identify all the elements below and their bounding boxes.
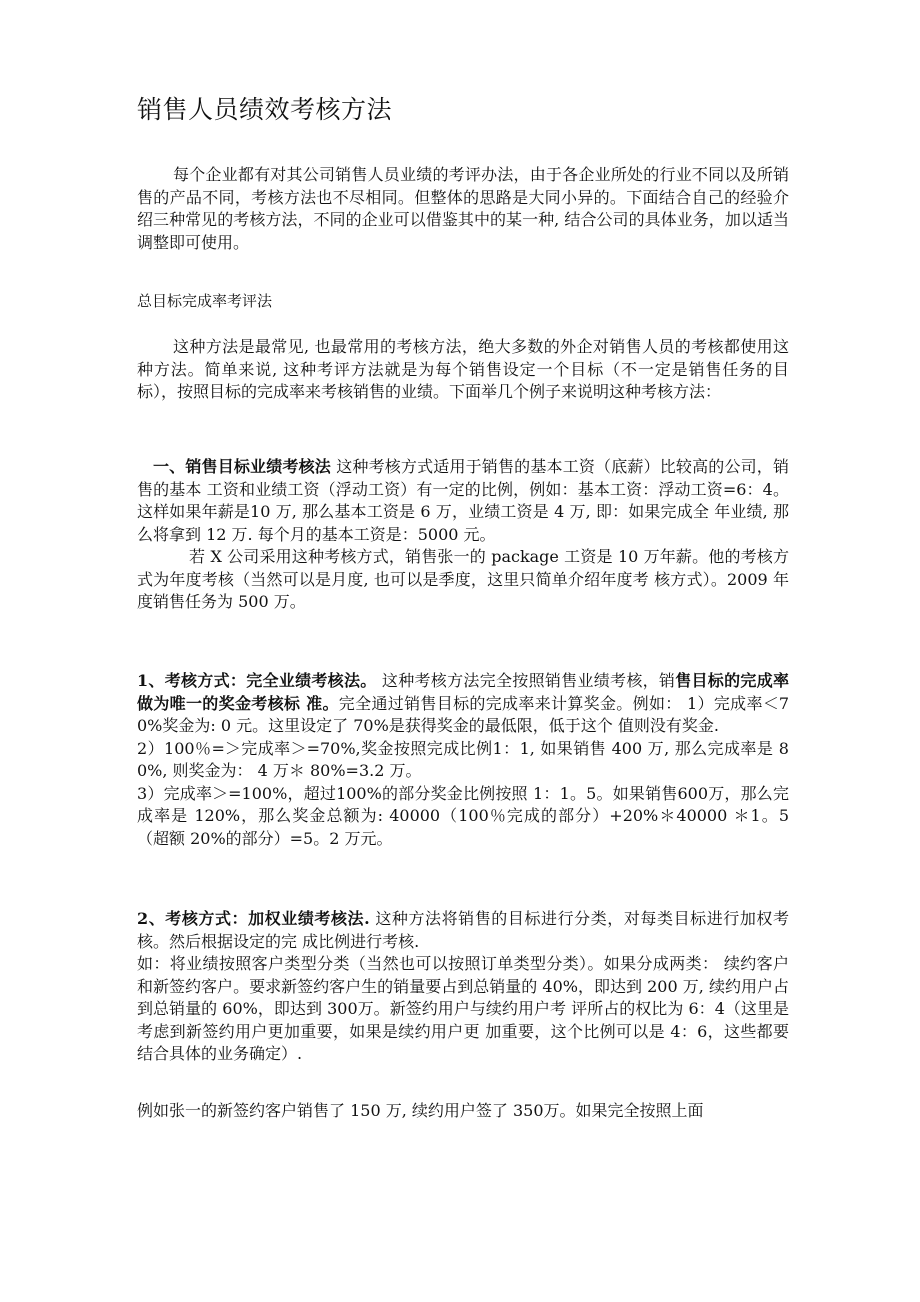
- method1-text-a: 这种考核方法完全按照销售业绩考核，销: [376, 671, 676, 690]
- method2-text: 这种方法将销售的目标进行分类，对每类目标进行加权考核。然后根据设定的完 成比例进行考核.: [137, 909, 789, 951]
- method1-line3: 3）完成率＞=100%，超过100%的部分奖金比例按照 1：1。5。如果销售600万，那么完成率是 120%，那么奖金总额为: 40000（100％完成的部分）+20%＊40000 ＊1。5（超额 20%的部分）=5。2 万元。: [137, 783, 789, 848]
- section-heading: 总目标完成率考评法: [137, 292, 273, 310]
- part1-label: 一、销售目标业绩考核法: [153, 457, 331, 476]
- method2-paragraph: [137, 908, 789, 1066]
- closing-paragraph: 例如张一的新签约客户销售了 150 万, 续约用户签了 350万。如果完全按照上面: [137, 1101, 704, 1120]
- method1-bold-b: 售目标的完成率做为唯一的奖金考核标 准。: [137, 671, 789, 713]
- method1-line2: 2）100％=＞完成率＞=70%,奖金按照完成比例1：1, 如果销售 400 万, 那么完成率是 80%, 则奖金为： 4 万＊ 80%=3.2 万。: [137, 738, 789, 780]
- part1-paragraph: [137, 456, 789, 614]
- section-intro-paragraph: 这种方法是最常见, 也最常用的考核方法，绝大多数的外企对销售人员的考核都使用这种方法。简单来说, 这种考评方法就是为每个销售设定一个目标（不一定是销售任务的目标），按照目标的完成率来考核销售的业绩。下面举几个例子来说明这种考核方法：: [137, 337, 789, 401]
- intro-paragraph: 每个企业都有对其公司销售人员业绩的考评办法，由于各企业所处的行业不同以及所销售的产品不同，考核方法也不尽相同。但整体的思路是大同小异的。下面结合自己的经验介绍三种常见的考核方法，不同的企业可以借鉴其中的某一种, 结合公司的具体业务，加以适当调整即可使用。: [137, 165, 789, 252]
- method2-line2: 如：将业绩按照客户类型分类（当然也可以按照订单类型分类）。如果分成两类： 续约客户和新签约客户。要求新签约客户生的销量要占到总销量的 40%，即达到 200 万, 续约用户占到总销量的 60%，即达到 300万。新签约用户与续约用户考 评所占的权比为 6：4（这里是考虑到新签约用户更加重要，如果是续约用户更 加重要，这个比例可以是 4：6，这些都要结合具体的业务确定）.: [137, 954, 789, 1063]
- part1-text: 这种考核方式适用于销售的基本工资（底薪）比较高的公司，销售的基本 工资和业绩工资（浮动工资）有一定的比例，例如：基本工资：浮动工资=6：4。 这样如果年薪是10 万, 那么基本工资是 6 万，业绩工资是 4 万, 即：如果完成全 年业绩, 那么将拿到 12 万. 每个月的基本工资是：5000 元。: [137, 457, 789, 544]
- method1-paragraph: [137, 670, 789, 850]
- method2-label: 2、考核方式：加权业绩考核法.: [137, 909, 370, 928]
- part1-example: 若 X 公司采用这种考核方式，销售张一的 package 工资是 10 万年薪。他的考核方式为年度考核（当然可以是月度, 也可以是季度，这里只简单介绍年度考 核方式）。2009 年度销售任务为 500 万。: [137, 547, 789, 611]
- page-title: 销售人员绩效考核方法: [137, 95, 393, 124]
- method1-text-c: 完全通过销售目标的完成率来计算奖金。例如： 1）完成率＜70%奖金为: 0 元。这里设定了 70%是获得奖金的最低限，低于这个 值则没有奖金.: [137, 693, 789, 735]
- method1-label: 1、考核方式：完全业绩考核法。: [137, 671, 377, 690]
